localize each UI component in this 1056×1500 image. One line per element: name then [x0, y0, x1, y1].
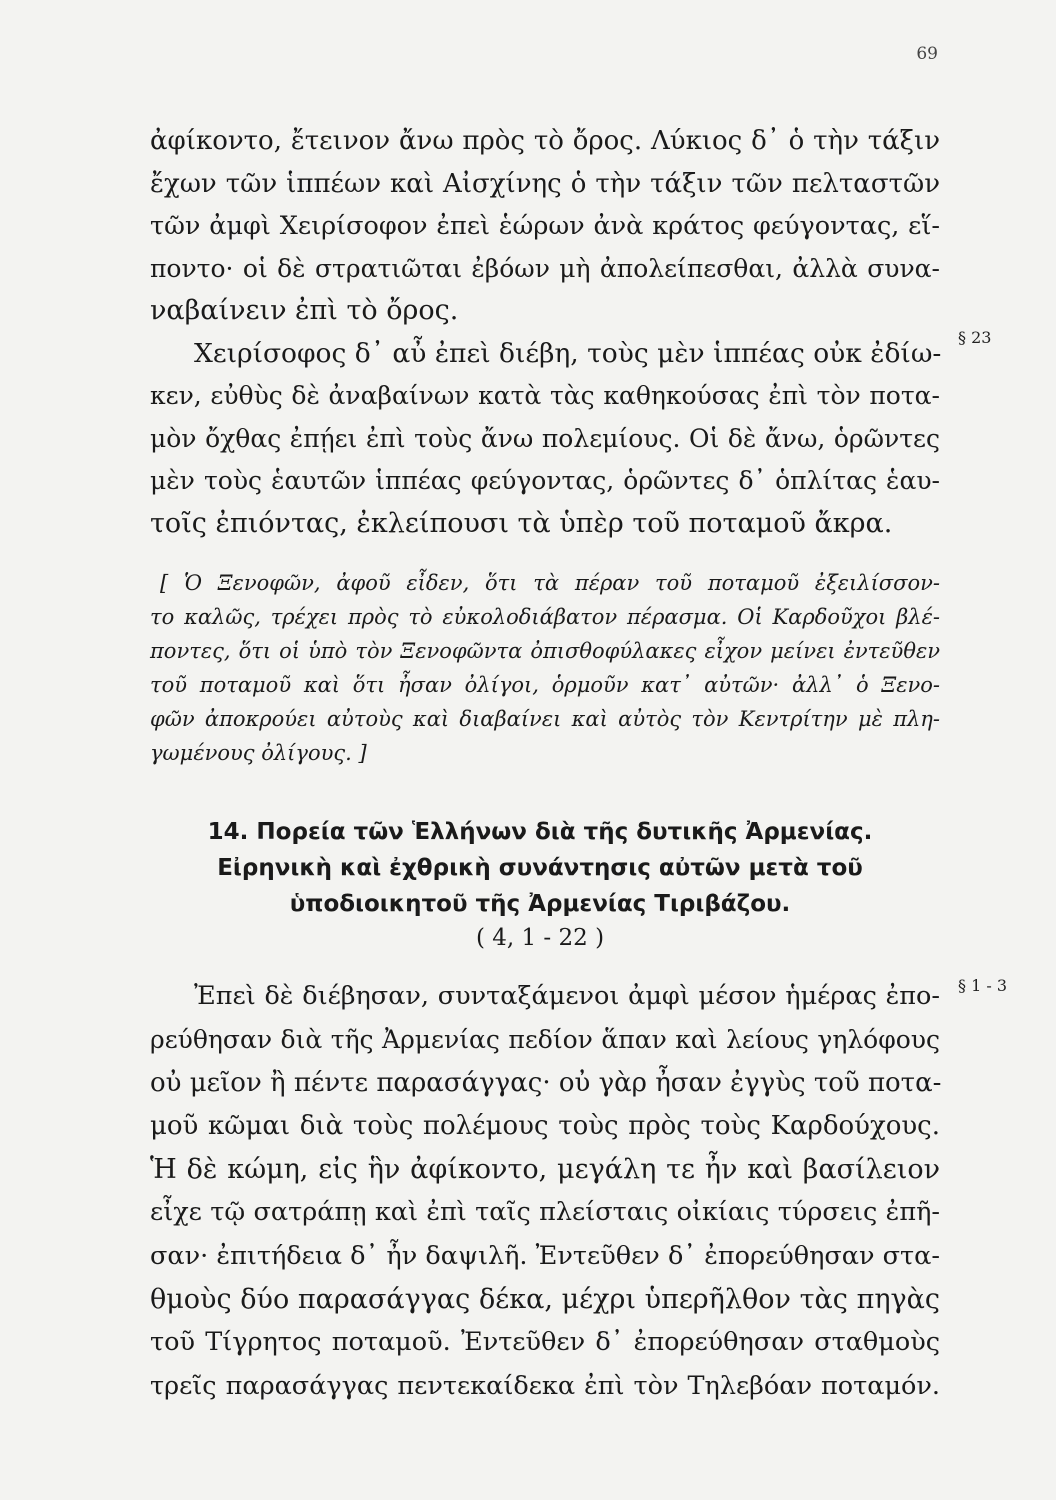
text-line: κεν, εὐθὺς δὲ ἀναβαίνων κατὰ τὰς καθηκούσας ἐπὶ τὸν ποτα-	[150, 381, 940, 410]
editorial-note	[150, 566, 940, 770]
heading-line: 14. Πορεία τῶν Ἑλλήνων διὰ τῆς δυτικῆς Ἀρμενίας.	[207, 819, 873, 845]
text-line: τοῦ Τίγρητος ποταμοῦ. Ἐντεῦθεν δ᾽ ἐπορεύθησαν σταθμοὺς	[150, 1327, 940, 1358]
text-line: εἶχε τῷ σατράπῃ καὶ ἐπὶ ταῖς πλείσταις οἰκίαις τύρσεις ἐπῆ-	[150, 1197, 940, 1228]
text-line: ἔχων τῶν ἱππέων καὶ Αἰσχίνης ὁ τὴν τάξιν τῶν πελταστῶν	[150, 168, 940, 199]
note-line: φῶν ἀποκρούει αὐτοὺς καὶ διαβαίνει καὶ αὐτὸς τὸν Κεντρίτην μὲ πλη-	[150, 707, 940, 731]
text-line: ἀφίκοντο, ἔτεινον ἄνω πρὸς τὸ ὄρος. Λύκιος δ᾽ ὁ τὴν τάξιν	[150, 126, 940, 156]
note-line: γωμένους ὀλίγους. ]	[150, 741, 367, 765]
text-line: Ἐπεὶ δὲ διέβησαν, συνταξάμενοι ἀμφὶ μέσον ἡμέρας ἐπο-	[194, 981, 940, 1011]
heading-line: ὑποδιοικητοῦ τῆς Ἀρμενίας Τιριβάζου.	[289, 891, 791, 917]
text-line: θμοὺς δύο παρασάγγας δέκα, μέχρι ὑπερῆλθον τὰς πηγὰς	[150, 1284, 940, 1316]
margin-section-ref: § 23	[958, 328, 992, 347]
text-line: τρεῖς παρασάγγας πεντεκαίδεκα ἐπὶ τὸν Τηλεβόαν ποταμόν.	[150, 1370, 940, 1401]
note-line: τοῦ ποταμοῦ καὶ ὅτι ἦσαν ὀλίγοι, ὁρμοῦν κατ᾽ αὐτῶν· ἀλλ᾽ ὁ Ξενο-	[150, 673, 940, 697]
page-number: 69	[916, 44, 938, 64]
text-line: ποντο· οἱ δὲ στρατιῶται ἐβόων μὴ ἀπολείπεσθαι, ἀλλὰ συνα-	[150, 253, 940, 283]
text-line: ναβαίνειν ἐπὶ τὸ ὄρος.	[150, 295, 459, 326]
section-heading	[140, 814, 940, 922]
text-line: μὸν ὄχθας ἐπῄει ἐπὶ τοὺς ἄνω πολεμίους. Οἱ δὲ ἄνω, ὁρῶντες	[150, 423, 940, 453]
note-line: ποντες, ὅτι οἱ ὑπὸ τὸν Ξενοφῶντα ὀπισθοφύλακες εἶχον μείνει ἐντεῦθεν	[150, 639, 940, 663]
text-line: μοῦ κῶμαι διὰ τοὺς πολέμους τοὺς πρὸς τοὺς Καρδούχους.	[150, 1110, 940, 1141]
note-line: το καλῶς, τρέχει πρὸς τὸ εὐκολοδιάβατον πέρασμα. Οἱ Καρδοῦχοι βλέ-	[150, 605, 940, 629]
body-text-top	[150, 120, 940, 545]
text-line: Χειρίσοφος δ᾽ αὖ ἐπεὶ διέβη, τοὺς μὲν ἱππέας οὐκ ἐδίω-	[194, 337, 942, 369]
text-line: σαν· ἐπιτήδεια δ᾽ ἦν δαψιλῆ. Ἐντεῦθεν δ᾽ ἐπορεύθησαν στα-	[150, 1240, 940, 1271]
heading-line: Εἰρηνικὴ καὶ ἐχθρικὴ συνάντησις αὐτῶν μετὰ τοῦ	[217, 855, 863, 881]
margin-section-ref: § 1 - 3	[958, 976, 1008, 995]
note-line: [ Ὁ Ξενοφῶν, ἀφοῦ εἶδεν, ὅτι τὰ πέραν τοῦ ποταμοῦ ἐξειλίσσον-	[160, 571, 940, 595]
text-line: ρεύθησαν διὰ τῆς Ἀρμενίας πεδίον ἅπαν καὶ λείους γηλόφους	[150, 1025, 940, 1055]
text-line: τοῖς ἐπιόντας, ἐκλείπουσι τὰ ὑπὲρ τοῦ ποταμοῦ ἄκρα.	[150, 507, 893, 539]
section-reference: ( 4, 1 - 22 )	[475, 925, 605, 951]
text-line: Ἡ δὲ κώμη, εἰς ἣν ἀφίκοντο, μεγάλη τε ἦν καὶ βασίλειον	[150, 1154, 940, 1186]
body-text-bottom	[150, 975, 940, 1408]
text-line: μὲν τοὺς ἑαυτῶν ἱππέας φεύγοντας, ὁρῶντες δ᾽ ὁπλίτας ἑαυ-	[150, 466, 940, 495]
text-line: οὐ μεῖον ἢ πέντε παρασάγγας· οὐ γὰρ ἦσαν ἐγγὺς τοῦ ποτα-	[150, 1067, 942, 1098]
text-line: τῶν ἀμφὶ Χειρίσοφον ἐπεὶ ἑώρων ἀνὰ κράτος φεύγοντας, εἵ-	[150, 211, 940, 241]
